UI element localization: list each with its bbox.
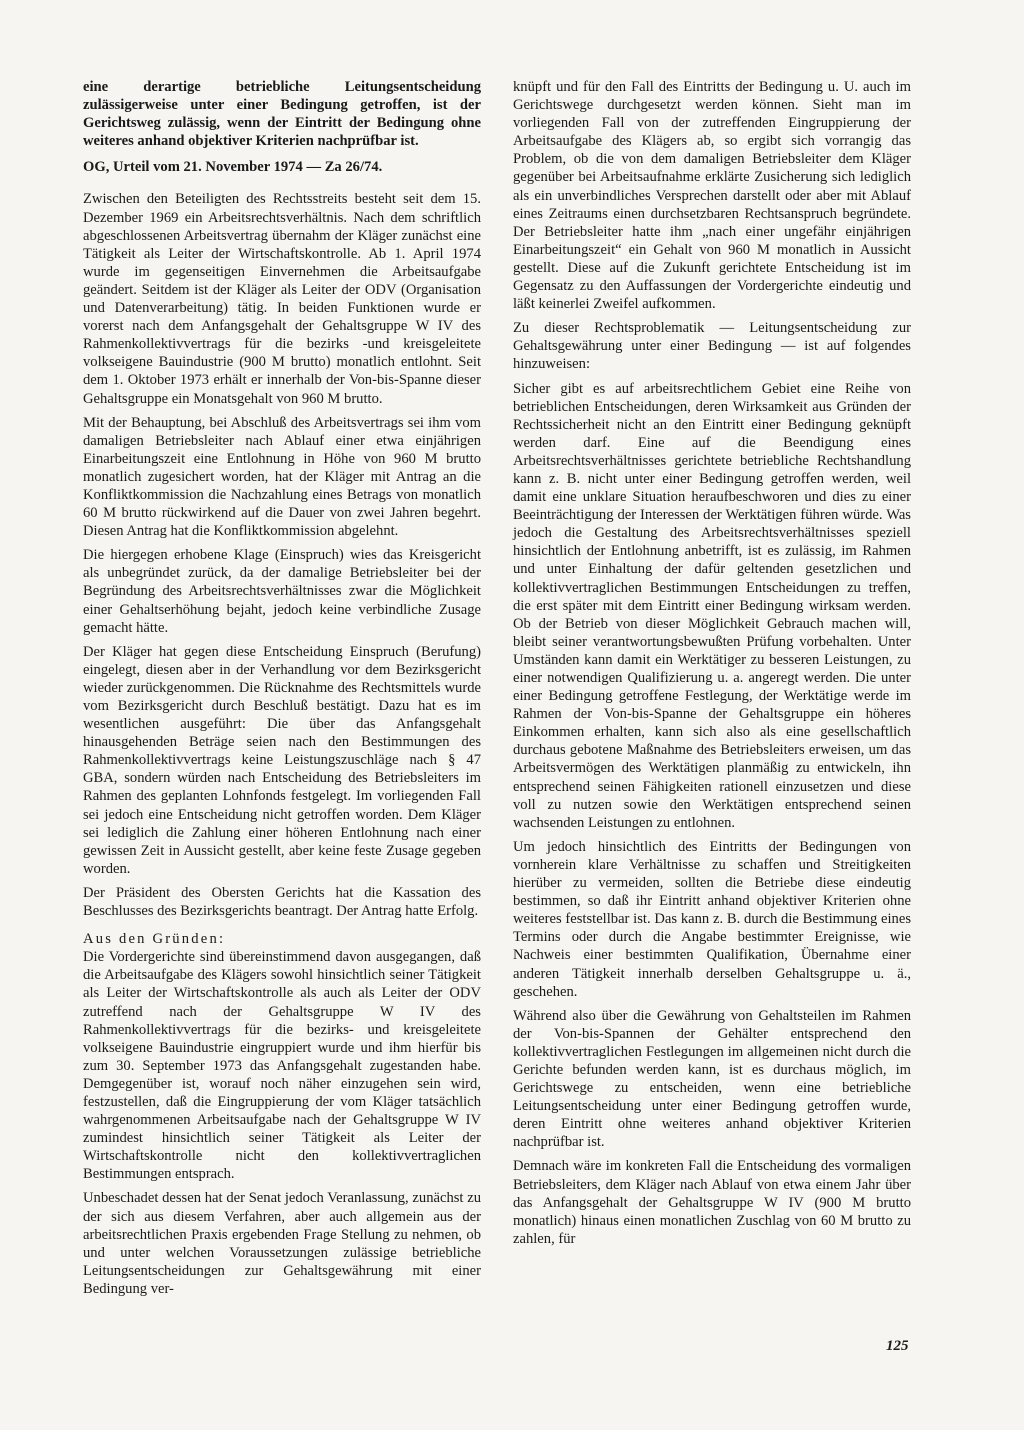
paragraph: Um jedoch hinsichtlich des Eintritts der Bedingungen von vornherein klare Verhältnisse zu schaffen und Streitigkeiten hierüber zu vermeiden, sollten die Betriebe diese eindeutig bestimmen, so daß ihr Eintritt anhand objektiver Kriterien ohne weiteres feststellbar ist. Das kann z. B. durch die Bestimmung eines Termins oder durch die Angabe bestimmter Ereignisse, wie Nachweis einer bestimmten Qualifikation, Übernahme einer anderen Tätigkeit innerhalb derselben Gehaltsgruppe u. ä., geschehen.: [513, 838, 911, 1000]
right-column: [513, 78, 911, 1254]
paragraph: Zu dieser Rechtsproblematik — Leitungsentscheidung zur Gehaltsgewährung unter einer Bedingung — ist auf folgendes hinzuweisen:: [513, 320, 911, 373]
paragraph: Sicher gibt es auf arbeitsrechtlichem Gebiet eine Reihe von betrieblichen Entscheidungen, deren Wirksamkeit aus Gründen der Rechtssicherheit nicht an den Eintritt einer Bedingung geknüpft werden darf. Eine auf die Beendigung eines Arbeitsrechtsverhältnisses gerichtete betriebliche Rechtshandlung kann z. B. nicht unter einer Bedingung getroffen werden, weil damit eine unklare Situation heraufbeschworen und dies zu einer Beeinträchtigung der Interessen der Werktätigen führen würde. Was jedoch die Gestaltung des Arbeitsrechtsverhältnisses speziell hinsichtlich der Entlohnung anbetrifft, ist es zulässig, im Rahmen und unter Einhaltung der dafür geltenden gesetzlichen und kollektivvertraglichen Bestimmungen Entscheidungen zu treffen, die erst später mit dem Eintritt einer Bedingung wirksam werden. Ob der Betrieb von dieser Möglichkeit Gebrauch machen will, bleibt seiner verantwortungsbewußten Prüfung vorbehalten. Unter Umständen kann damit ein Werktätiger zu besseren Leistungen, zu einer notwendigen Qualifizierung u. a. angeregt werden. Die unter einer Bedingung getroffene Festlegung, der Werktätige werde im Rahmen der Von-bis-Spanne der Gehaltsgruppe ein höheres Einkommen erhalten, kann sich also als eine gesellschaftlich durchaus gebotene Maßnahme des Betriebsleiters erweisen, um das Arbeitsvermögen des Werktätigen planmäßig zu entwickeln, ihn entsprechend seinen Fähigkeiten rationell einzusetzen und diese voll zu nutzen sowie den Werktätigen entsprechend seinen wachsenden Leistungen zu entlohnen.: [513, 380, 911, 831]
headnote: eine derartige betriebliche Leitungsentscheidung zulässigerweise unter einer Bedingung getroffen, ist der Gerichtsweg zulässig, wenn der Eintritt der Bedingung ohne weiteres anhand objektiver Kriterien nachprüfbar ist.: [83, 79, 481, 150]
paragraph: Zwischen den Beteiligten des Rechtsstreits besteht seit dem 15. Dezember 1969 ein Arbeitsrechtsverhältnis. Nach dem schriftlich abgeschlossenen Arbeitsvertrag übernahm der Kläger zunächst eine Tätigkeit als Leiter der Wirtschaftskontrolle. Ab 1. April 1974 wurde im gegenseitigen Einvernehmen die Arbeitsaufgabe geändert. Seitdem ist der Kläger als Leiter der ODV (Organisation und Datenverarbeitung) tätig. In beiden Funktionen wurde er vorerst nach dem Anfangsgehalt der Gehaltsgruppe W IV des Rahmenkollektivvertrags für die bezirks -und kreisgeleitete volkseigene Bauindustrie (900 M brutto) monatlich entlohnt. Seit dem 1. Oktober 1973 erhält er innerhalb der Von-bis-Spanne dieser Gehaltsgruppe ein Monatsgehalt von 960 M brutto.: [83, 191, 481, 407]
section-heading: Aus den Gründen:: [83, 931, 226, 948]
page-number: 125: [886, 1338, 909, 1354]
paragraph: Die hiergegen erhobene Klage (Einspruch) wies das Kreisgericht als unbegründet zurück, da der damalige Betriebsleiter bei der Begründung des Arbeitsrechtsverhältnisses zwar die Möglichkeit einer Gehaltserhöhung bejaht, jedoch keine verbindliche Zusage gemacht hätte.: [83, 547, 481, 636]
paragraph: Der Präsident des Obersten Gerichts hat die Kassation des Beschlusses des Bezirksgerichts beantragt. Der Antrag hatte Erfolg.: [83, 884, 481, 920]
case-citation: OG, Urteil vom 21. November 1974 — Za 26/74.: [83, 159, 383, 176]
paragraph: Demnach wäre im konkreten Fall die Entscheidung des vormaligen Betriebsleiters, dem Kläger nach Ablauf von etwa einem Jahr über das Anfangsgehalt der Gehaltsgruppe W IV (900 M brutto monatlich) hinaus einen monatlichen Zuschlag von 60 M brutto zu zahlen, für: [513, 1158, 911, 1247]
paragraph: Die Vordergerichte sind übereinstimmend davon ausgegangen, daß die Arbeitsaufgabe des Klägers sowohl hinsichtlich seiner Tätigkeit als Leiter der Wirtschaftskontrolle als auch als Leiter der ODV zutreffend nach der Gehaltsgruppe W IV des Rahmenkollektivvertrags für die bezirks- und kreisgeleitete volkseigene Bauindustrie eingruppiert wurde und ihm hierfür bis zum 30. September 1973 das Anfangsgehalt zugestanden habe. Demgegenüber ist, worauf noch näher einzugehen sein wird, festzustellen, daß die Eingruppierung der vom Kläger tatsächlich wahrgenommenen Arbeitsaufgabe nach der Gehaltsgruppe W IV zumindest hinsichtlich seiner Tätigkeit als Leiter der Wirtschaftskontrolle nicht den kollektivvertraglichen Bestimmungen entsprach.: [83, 949, 481, 1183]
paragraph: Der Kläger hat gegen diese Entscheidung Einspruch (Berufung) eingelegt, diesen aber in der Verhandlung vor dem Bezirksgericht wieder zurückgenommen. Die Rücknahme des Rechtsmittels wurde vom Bezirksgericht durch Beschluß bestätigt. Dazu hat es im wesentlichen ausgeführt: Die über das Anfangsgehalt hinausgehenden Beträge seien nach den Bestimmungen des Rahmenkollektivvertrags keine Leistungszuschläge nach § 47 GBA, sondern würden nach Entscheidung des Betriebsleiters im Rahmen des geplanten Lohnfonds festgelegt. Im vorliegenden Fall sei jedoch eine Entscheidung nicht getroffen worden. Dem Kläger sei lediglich die Zahlung einer höheren Entlohnung nach einer gewissen Zeit in Aussicht gestellt, aber keine feste Zusage gegeben worden.: [83, 643, 481, 877]
paragraph: Mit der Behauptung, bei Abschluß des Arbeitsvertrags sei ihm vom damaligen Betriebsleiter nach Ablauf einer etwa einjährigen Einarbeitungszeit eine Entlohnung in Höhe von 960 M brutto monatlich zugesichert worden, hat der Kläger mit Antrag an die Konfliktkommission die Nachzahlung eines Betrags von monatlich 60 M brutto rückwirkend auf die Dauer von zwei Jahren begehrt. Diesen Antrag hat die Konfliktkommission abgelehnt.: [83, 414, 481, 540]
paragraph: Unbeschadet dessen hat der Senat jedoch Veranlassung, zunächst zu der sich aus diesem Verfahren, aber auch allgemein aus der arbeitsrechtlichen Praxis ergebenden Frage Stellung zu nehmen, ob und unter welchen Voraussetzungen zulässige betriebliche Leitungsentscheidungen zur Gehaltsgewährung mit einer Bedingung ver-: [83, 1190, 481, 1297]
paragraph: knüpft und für den Fall des Eintritts der Bedingung u. U. auch im Gerichtswege durchgesetzt werden können. Sieht man im vorliegenden Fall von der zutreffenden Eingruppierung der Arbeitsaufgabe des Klägers ab, so ergibt sich vorrangig das Problem, ob die von dem damaligen Betriebsleiter dem Kläger gegenüber bei Arbeitsaufnahme erklärte Zusicherung sich lediglich als ein unverbindliches Versprechen darstellt oder aber mit Ablauf eines Zeitraums einen durchsetzbaren Rechtsanspruch begründete. Der Betriebsleiter hatte ihm „nach einer ungefähr einjährigen Einarbeitungszeit“ ein Gehalt von 960 M monatlich in Aussicht gestellt. Diese auf die Zukunft gerichtete Entscheidung ist im Gegensatz zu den Auffassungen der Vordergerichte eindeutig und läßt keinerlei Zweifel aufkommen.: [513, 79, 911, 313]
paragraph: Während also über die Gewährung von Gehaltsteilen im Rahmen der Von-bis-Spannen der Gehälter entsprechend den kollektivvertraglichen Festlegungen im allgemeinen nicht durch die Gerichte befunden werden kann, ist es durchaus möglich, im Gerichtswege zu entscheiden, wenn eine betriebliche Leitungsentscheidung unter einer Bedingung getroffen wurde, deren Eintritt ohne weiteres anhand objektiver Kriterien nachprüfbar ist.: [513, 1007, 911, 1151]
left-column: [83, 78, 481, 1304]
